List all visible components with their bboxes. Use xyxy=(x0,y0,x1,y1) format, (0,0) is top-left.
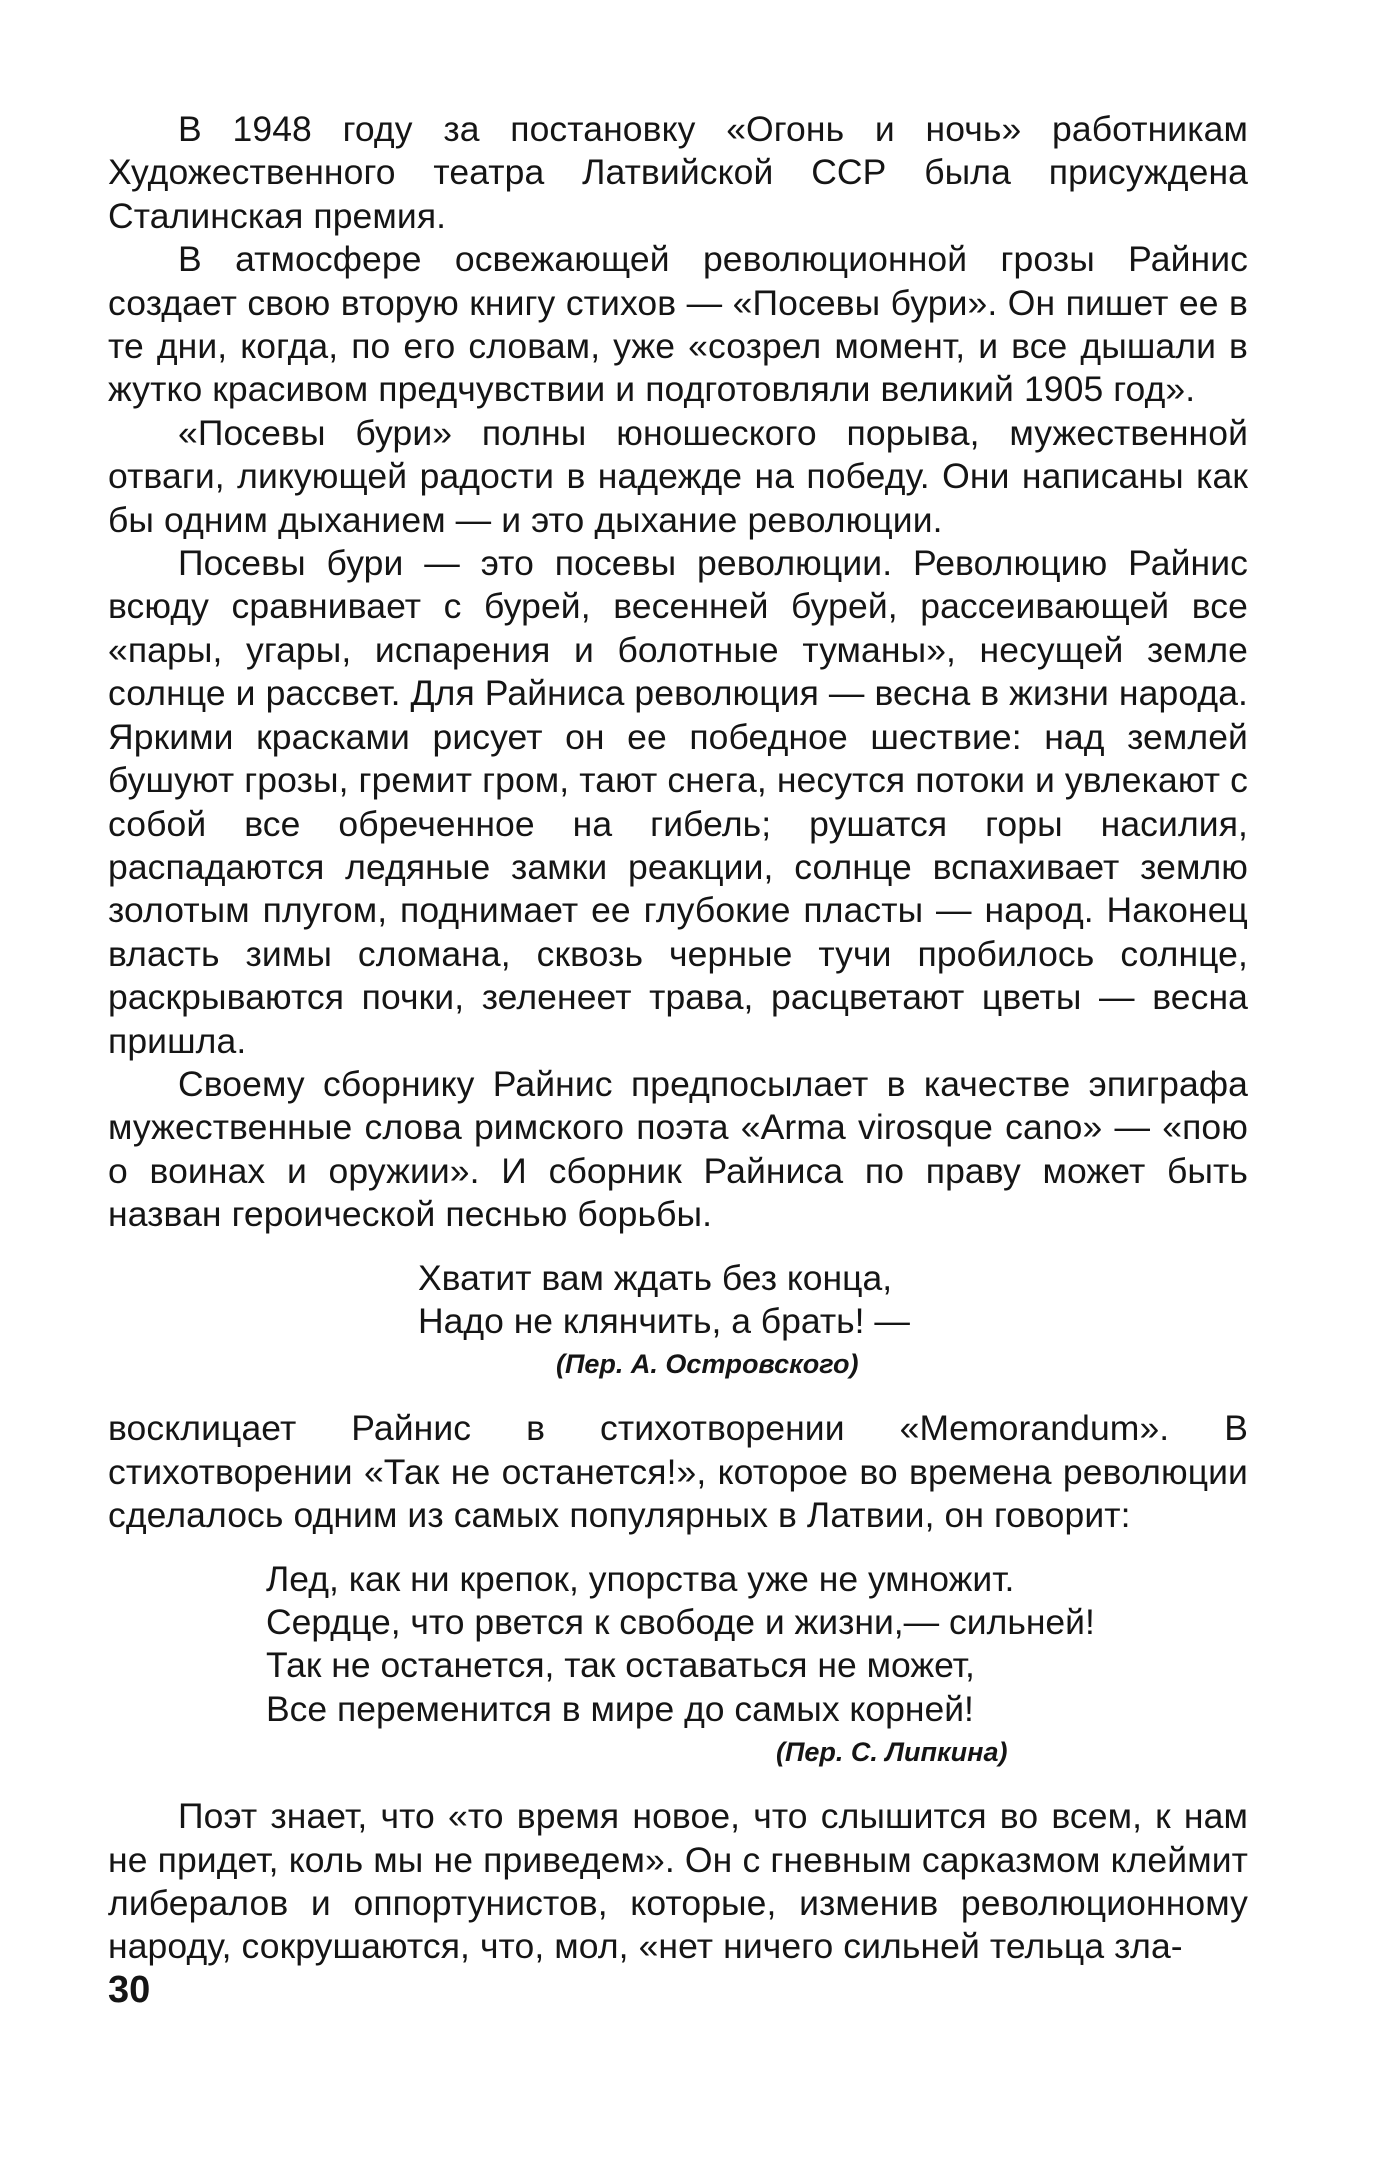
verse-line: Надо не клянчить, а брать! — xyxy=(418,1300,910,1341)
verse-line: Лед, как ни крепок, упорства уже не умножит. xyxy=(266,1558,1015,1599)
paragraph-stalin-prize: В 1948 году за постановку «Огонь и ночь» работникам Художественного театра Латвийской ССР была присуждена Сталинская премия. xyxy=(108,109,1248,236)
verse-line: Хватит вам ждать без конца, xyxy=(418,1257,893,1298)
verse-quote-lipkin xyxy=(266,1558,1248,1774)
book-page xyxy=(108,108,1248,1969)
translator-attribution: (Пер. С. Липкина) xyxy=(776,1737,1008,1768)
paragraph-youthful-spirit: «Посевы бури» полны юношеского порыва, мужественной отваги, ликующей радости в надежде на победу. Они написаны как бы одним дыханием — и это дыхание революции. xyxy=(108,412,1248,540)
translator-attribution: (Пер. А. Островского) xyxy=(556,1349,859,1380)
verse-line: Так не останется, так оставаться не может, xyxy=(266,1645,975,1686)
verse-line: Все переменится в мире до самых корней! xyxy=(266,1688,974,1729)
paragraph-memorandum: восклицает Райнис в стихотворении «Memorandum». В стихотворении «Так не останется!», которое во времена революции сделалось одним из самых популярных в Латвии, он говорит: xyxy=(108,1408,1248,1536)
paragraph-storm-atmosphere: В атмосфере освежающей революционной грозы Райнис создает свою вторую книгу стихов — «Посевы бури». Он пишет ее в те дни, когда, по его словам, уже «созрел момент, и все дышали в жутко красивом предчувствии и подготовляли великий 1905 год». xyxy=(108,239,1248,410)
paragraph-revolution-spring: Посевы бури — это посевы революции. Революцию Райнис всюду сравнивает с бурей, весенней бурей, рассеивающей все «пары, угары, испарения и болотные туманы», несущей земле солнце и рассвет. Для Райниса революция — весна в жизни народа. Яркими красками рисует он ее победное шествие: над землей бушуют грозы, гремит гром, тают снега, несутся потоки и увлекают с собой все обреченное на гибель; рушатся горы насилия, распадаются ледяные замки реакции, солнце вспахивает землю золотым плугом, поднимает ее глубокие пласты — народ. Наконец власть зимы сломана, сквозь черные тучи пробилось солнце, раскрываются почки, зеленеет трава, расцветают цветы — весна пришла. xyxy=(108,543,1249,1061)
paragraph-epigraph: Своему сборнику Райнис предпосылает в качестве эпиграфа мужественные слова римского поэта «Arma virosque cano» — «пою о воинах и оружии». И сборник Райниса по праву может быть назван героической песнью борьбы. xyxy=(108,1063,1248,1235)
verse-quote-ostrovsky xyxy=(418,1257,1248,1386)
paragraph-poet-knows: Поэт знает, что «то время новое, что слышится во всем, к нам не придет, коль мы не приведем». Он с гневным сарказмом клеймит либералов и оппортунистов, которые, изменив революционному народу, сокрушаются, что, мол, «нет ничего сильней тельца зла- xyxy=(108,1796,1248,1967)
page-number: 30 xyxy=(108,1969,151,2011)
verse-line: Сердце, что рвется к свободе и жизни,— сильней! xyxy=(266,1602,1095,1642)
